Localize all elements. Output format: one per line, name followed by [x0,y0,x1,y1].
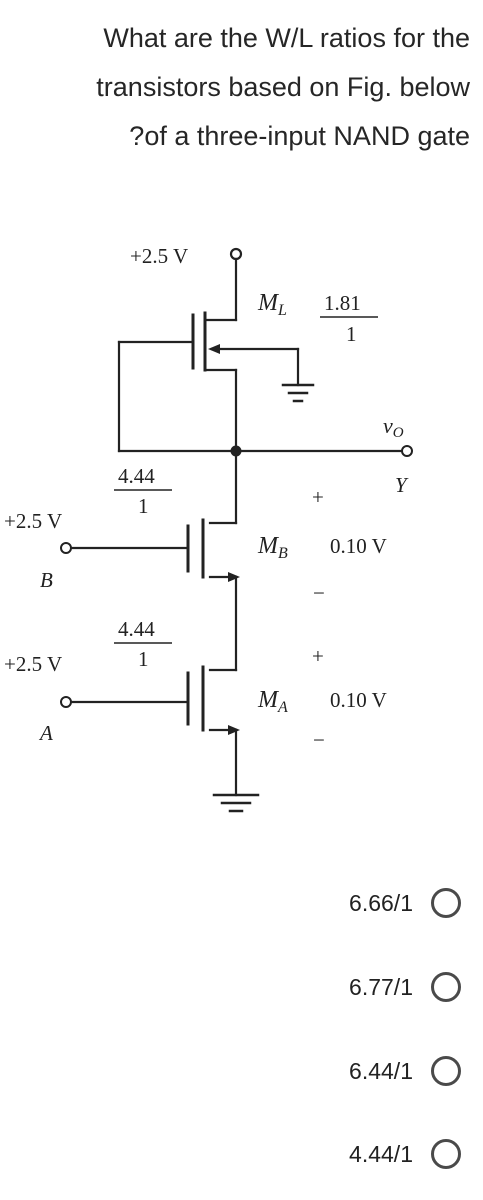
output-node [231,446,242,457]
mb-plus: + [312,485,324,509]
question-line-3: ?of a three-input NAND gate [129,121,470,151]
option-2-label: 6.77/1 [349,973,413,1000]
output-terminal [402,446,412,456]
input-a-terminal [61,697,71,707]
input-b-terminal [61,543,71,553]
mb-vds: 0.10 V [330,534,387,558]
ml-ratio-num: 1.81 [324,291,361,315]
option-1-label: 6.66/1 [349,889,413,916]
ma-label: $M_A$ [258,687,288,716]
option-2[interactable] [349,967,461,1007]
ma-ratio-num: 4.44 [118,617,155,641]
option-1-radio[interactable] [431,888,461,918]
mb-source-arrow-icon [228,572,240,582]
input-b-label: B [40,568,53,592]
option-3-radio[interactable] [431,1056,461,1086]
ma-ratio-den: 1 [138,647,149,671]
question-text [0,14,470,161]
ml-label: $M_L$ [258,290,287,319]
option-3[interactable] [349,1051,461,1091]
mb-minus: − [313,581,325,605]
option-3-label: 6.44/1 [349,1057,413,1084]
ma-source-arrow-icon [228,725,240,735]
ma-minus: − [313,728,325,752]
option-1[interactable] [349,883,461,923]
option-2-radio[interactable] [431,972,461,1002]
mb-label: $M_B$ [258,533,288,562]
ma-plus: + [312,644,324,668]
y-label: Y [395,473,407,497]
ml-ratio-den: 1 [346,322,357,346]
option-4-radio[interactable] [431,1139,461,1169]
mb-ratio-num: 4.44 [118,464,155,488]
ma-vds: 0.10 V [330,688,387,712]
nand-circuit-diagram [0,230,483,840]
vo-label: vO [383,413,404,441]
ml-body-arrow-icon [208,344,220,354]
question-line-2: transistors based on Fig. below [96,72,470,102]
question-line-1: What are the W/L ratios for the [103,23,470,53]
mb-input-voltage: +2.5 V [4,509,63,533]
input-a-label: A [40,721,53,745]
mb-ratio-den: 1 [138,494,149,518]
vdd-label: +2.5 V [130,244,189,268]
vdd-terminal [231,249,241,259]
option-4-label: 4.44/1 [349,1140,413,1167]
option-4[interactable] [349,1134,461,1174]
ma-input-voltage: +2.5 V [4,652,63,676]
